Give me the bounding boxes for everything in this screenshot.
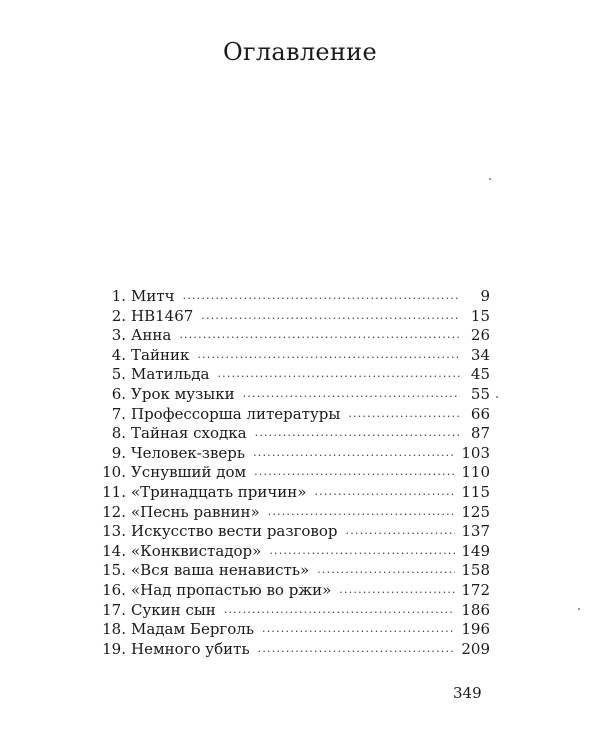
entry-page: 9 <box>480 287 490 305</box>
entry-title: «Вся ваша ненависть» <box>131 561 310 580</box>
entry-title: Искусство вести разговор <box>131 522 338 541</box>
dot-leader <box>258 638 456 659</box>
entry-page: 172 <box>461 580 490 599</box>
dot-leader <box>339 579 455 600</box>
entry-page: 34 <box>470 345 490 364</box>
entry-number: 2. <box>111 306 126 325</box>
entry-title: Профессорша литературы <box>131 404 341 423</box>
entry-title: Тайник <box>131 345 190 364</box>
page-title: Оглавление <box>223 38 377 66</box>
dot-leader <box>348 403 460 424</box>
toc-entry <box>102 639 490 660</box>
dot-leader <box>224 599 456 620</box>
dot-leader <box>317 559 455 580</box>
entry-title: HB1467 <box>131 306 194 325</box>
entry-page: 149 <box>461 541 490 560</box>
entry-page: 103 <box>461 443 490 462</box>
entry-number: 14. <box>102 541 126 560</box>
entry-page: 186 <box>461 600 490 619</box>
entry-number: 13. <box>102 522 126 541</box>
entry-title: Сукин сын <box>131 600 216 619</box>
entry-page: 45 <box>470 365 490 384</box>
entry-number: 12. <box>102 502 126 521</box>
entry-title: «Тринадцать причин» <box>131 482 307 501</box>
entry-number: 6. <box>111 384 126 403</box>
dot-leader <box>197 344 460 365</box>
entry-page: 125 <box>461 502 490 521</box>
dot-leader <box>269 540 455 561</box>
entry-page: 196 <box>461 620 490 639</box>
entry-number: 9. <box>111 443 126 462</box>
entry-number: 5. <box>111 365 126 384</box>
entry-title: Урок музыки <box>131 384 235 403</box>
dot-leader <box>253 442 455 463</box>
entry-number: 1. <box>111 287 126 305</box>
entry-number: 7. <box>111 404 126 423</box>
paper-speck <box>578 608 580 610</box>
entry-title: Анна <box>131 326 172 345</box>
dot-leader <box>346 520 456 541</box>
entry-number: 4. <box>111 345 126 364</box>
entry-page: 66 <box>470 404 490 423</box>
entry-page: 15 <box>470 306 490 325</box>
dot-leader <box>255 422 460 443</box>
paper-speck <box>489 178 491 180</box>
entry-number: 15. <box>102 561 126 580</box>
dot-leader <box>262 618 455 639</box>
entry-title: Уснувший дом <box>131 463 247 482</box>
entry-number: 18. <box>102 620 126 639</box>
entry-page: 137 <box>461 522 490 541</box>
dot-leader <box>201 305 460 326</box>
entry-title: Митч <box>131 287 175 305</box>
entry-page: 110 <box>461 463 490 482</box>
entry-page: 26 <box>470 326 490 345</box>
dot-leader <box>243 383 460 404</box>
entry-page: 209 <box>461 639 490 658</box>
page-number: 349 <box>453 684 482 702</box>
entry-title: Немного убить <box>131 639 250 658</box>
entry-number: 8. <box>111 424 126 443</box>
entry-title: «Конквистадор» <box>131 541 262 560</box>
paper-speck <box>496 396 498 398</box>
dot-leader <box>217 363 460 384</box>
entry-page: 55 <box>470 384 490 403</box>
dot-leader <box>183 285 460 306</box>
entry-page: 115 <box>461 482 490 501</box>
dot-leader <box>179 324 460 345</box>
entry-title: Матильда <box>131 365 210 384</box>
entry-number: 11. <box>102 482 126 501</box>
entry-title: Человек-зверь <box>131 443 246 462</box>
entry-number: 17. <box>102 600 126 619</box>
dot-leader <box>254 461 455 482</box>
table-of-contents <box>102 287 490 659</box>
dot-leader <box>268 501 456 522</box>
entry-number: 10. <box>102 463 126 482</box>
dot-leader <box>314 481 455 502</box>
entry-number: 16. <box>102 580 126 599</box>
entry-title: «Над пропастью во ржи» <box>131 580 332 599</box>
entry-title: «Песнь равнин» <box>131 502 260 521</box>
entry-page: 158 <box>461 561 490 580</box>
entry-page: 87 <box>470 424 490 443</box>
entry-title: Мадам Берголь <box>131 620 255 639</box>
entry-number: 3. <box>111 326 126 345</box>
entry-title: Тайная сходка <box>131 424 247 443</box>
entry-number: 19. <box>102 639 126 658</box>
